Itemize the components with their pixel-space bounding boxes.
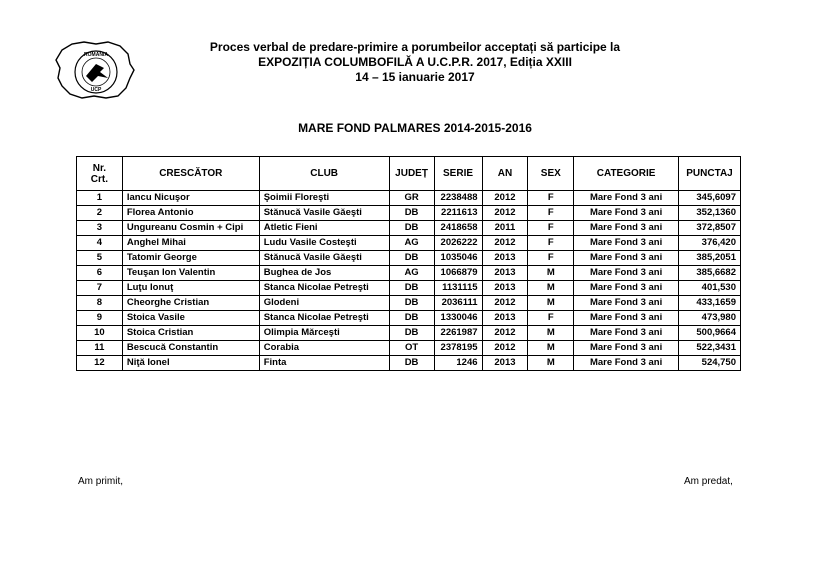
cell-categorie: Mare Fond 3 ani xyxy=(574,251,679,266)
cell-serie: 1131115 xyxy=(434,281,482,296)
cell-judet: AG xyxy=(389,236,434,251)
cell-categorie: Mare Fond 3 ani xyxy=(574,311,679,326)
cell-nr: 11 xyxy=(77,341,123,356)
handed-signature-label: Am predat, xyxy=(684,476,733,487)
cell-judet: DB xyxy=(389,296,434,311)
cell-judet: DB xyxy=(389,281,434,296)
header-club: CLUB xyxy=(259,157,389,191)
cell-club: Stănucă Vasile Găeşti xyxy=(259,251,389,266)
cell-crescator: Niţă Ionel xyxy=(122,356,259,371)
header-line-3: 14 – 15 ianuarie 2017 xyxy=(355,70,475,84)
cell-sex: F xyxy=(528,221,574,236)
header-line-2: EXPOZIȚIA COLUMBOFILĂ A U.C.P.R. 2017, Ediția XXIII xyxy=(258,55,572,69)
cell-categorie: Mare Fond 3 ani xyxy=(574,356,679,371)
cell-nr: 6 xyxy=(77,266,123,281)
cell-club: Stanca Nicolae Petreşti xyxy=(259,311,389,326)
cell-crescator: Anghel Mihai xyxy=(122,236,259,251)
cell-sex: F xyxy=(528,236,574,251)
table-row xyxy=(77,221,741,236)
cell-club: Finta xyxy=(259,356,389,371)
cell-punctaj: 352,1360 xyxy=(679,206,741,221)
cell-an: 2012 xyxy=(482,191,528,206)
table-row xyxy=(77,356,741,371)
cell-crescator: Teuşan Ion Valentin xyxy=(122,266,259,281)
cell-judet: DB xyxy=(389,251,434,266)
table-row xyxy=(77,251,741,266)
logo-top-text: ROMÂNIA xyxy=(84,52,108,58)
pigeon-icon xyxy=(86,64,108,82)
header-an: AN xyxy=(482,157,528,191)
cell-categorie: Mare Fond 3 ani xyxy=(574,206,679,221)
cell-judet: DB xyxy=(389,221,434,236)
cell-serie: 1330046 xyxy=(434,311,482,326)
cell-judet: DB xyxy=(389,326,434,341)
cell-sex: M xyxy=(528,326,574,341)
table-row xyxy=(77,281,741,296)
cell-serie: 2238488 xyxy=(434,191,482,206)
header-judet: JUDEȚ xyxy=(389,157,434,191)
cell-an: 2012 xyxy=(482,206,528,221)
cell-crescator: Florea Antonio xyxy=(122,206,259,221)
cell-serie: 1035046 xyxy=(434,251,482,266)
cell-club: Bughea de Jos xyxy=(259,266,389,281)
cell-sex: F xyxy=(528,251,574,266)
cell-serie: 2418658 xyxy=(434,221,482,236)
cell-nr: 9 xyxy=(77,311,123,326)
table-body xyxy=(77,191,741,371)
cell-judet: GR xyxy=(389,191,434,206)
cell-serie: 2211613 xyxy=(434,206,482,221)
logo-bottom-text: UCP xyxy=(90,87,102,93)
cell-club: Ludu Vasile Costeşti xyxy=(259,236,389,251)
table-row xyxy=(77,326,741,341)
cell-crescator: Tatomir George xyxy=(122,251,259,266)
cell-nr: 5 xyxy=(77,251,123,266)
results-table xyxy=(76,156,741,371)
cell-club: Olimpia Mărceşti xyxy=(259,326,389,341)
cell-nr: 10 xyxy=(77,326,123,341)
cell-categorie: Mare Fond 3 ani xyxy=(574,326,679,341)
cell-serie: 2036111 xyxy=(434,296,482,311)
cell-categorie: Mare Fond 3 ani xyxy=(574,296,679,311)
cell-crescator: Iancu Nicuşor xyxy=(122,191,259,206)
table-row xyxy=(77,236,741,251)
cell-nr: 3 xyxy=(77,221,123,236)
cell-crescator: Ungureanu Cosmin + Cipi xyxy=(122,221,259,236)
cell-an: 2013 xyxy=(482,266,528,281)
cell-serie: 1066879 xyxy=(434,266,482,281)
cell-categorie: Mare Fond 3 ani xyxy=(574,281,679,296)
cell-an: 2012 xyxy=(482,296,528,311)
cell-punctaj: 401,530 xyxy=(679,281,741,296)
cell-nr: 8 xyxy=(77,296,123,311)
cell-punctaj: 385,6682 xyxy=(679,266,741,281)
cell-crescator: Cheorghe Cristian xyxy=(122,296,259,311)
cell-club: Glodeni xyxy=(259,296,389,311)
cell-nr: 2 xyxy=(77,206,123,221)
cell-sex: F xyxy=(528,206,574,221)
table-row xyxy=(77,206,741,221)
table-header-row xyxy=(77,157,741,191)
cell-judet: DB xyxy=(389,356,434,371)
document-header xyxy=(150,40,680,85)
table-row xyxy=(77,341,741,356)
header-categorie: CATEGORIE xyxy=(574,157,679,191)
received-signature-label: Am primit, xyxy=(78,476,123,487)
table-row xyxy=(77,266,741,281)
cell-crescator: Stoica Vasile xyxy=(122,311,259,326)
cell-judet: DB xyxy=(389,206,434,221)
cell-judet: DB xyxy=(389,311,434,326)
cell-club: Atletic Fieni xyxy=(259,221,389,236)
cell-sex: M xyxy=(528,341,574,356)
cell-punctaj: 524,750 xyxy=(679,356,741,371)
header-crescator: CRESCĂTOR xyxy=(122,157,259,191)
cell-an: 2013 xyxy=(482,251,528,266)
cell-sex: M xyxy=(528,281,574,296)
cell-an: 2013 xyxy=(482,356,528,371)
cell-categorie: Mare Fond 3 ani xyxy=(574,341,679,356)
cell-sex: M xyxy=(528,266,574,281)
cell-serie: 1246 xyxy=(434,356,482,371)
cell-crescator: Bescucă Constantin xyxy=(122,341,259,356)
cell-punctaj: 473,980 xyxy=(679,311,741,326)
cell-sex: M xyxy=(528,296,574,311)
cell-sex: M xyxy=(528,356,574,371)
cell-club: Stănucă Vasile Găeşti xyxy=(259,206,389,221)
table-row xyxy=(77,296,741,311)
cell-nr: 7 xyxy=(77,281,123,296)
header-sex: SEX xyxy=(528,157,574,191)
cell-punctaj: 433,1659 xyxy=(679,296,741,311)
ucpr-logo xyxy=(50,38,138,104)
cell-an: 2012 xyxy=(482,326,528,341)
cell-sex: F xyxy=(528,311,574,326)
cell-crescator: Stoica Cristian xyxy=(122,326,259,341)
cell-serie: 2378195 xyxy=(434,341,482,356)
cell-an: 2012 xyxy=(482,236,528,251)
cell-punctaj: 385,2051 xyxy=(679,251,741,266)
table-row xyxy=(77,311,741,326)
cell-serie: 2026222 xyxy=(434,236,482,251)
cell-club: Şoimii Floreşti xyxy=(259,191,389,206)
header-punctaj: PUNCTAJ xyxy=(679,157,741,191)
cell-nr: 1 xyxy=(77,191,123,206)
cell-crescator: Luţu Ionuţ xyxy=(122,281,259,296)
cell-sex: F xyxy=(528,191,574,206)
cell-an: 2012 xyxy=(482,341,528,356)
cell-punctaj: 372,8507 xyxy=(679,221,741,236)
cell-nr: 12 xyxy=(77,356,123,371)
cell-an: 2011 xyxy=(482,221,528,236)
cell-nr: 4 xyxy=(77,236,123,251)
cell-an: 2013 xyxy=(482,281,528,296)
cell-punctaj: 522,3431 xyxy=(679,341,741,356)
header-line-1: Proces verbal de predare-primire a porumbeilor acceptați să participe la xyxy=(209,40,621,54)
cell-judet: OT xyxy=(389,341,434,356)
cell-categorie: Mare Fond 3 ani xyxy=(574,221,679,236)
header-nr: Nr. Crt. xyxy=(77,157,123,191)
cell-club: Corabia xyxy=(259,341,389,356)
header-serie: SERIE xyxy=(434,157,482,191)
table-row xyxy=(77,191,741,206)
cell-categorie: Mare Fond 3 ani xyxy=(574,236,679,251)
cell-an: 2013 xyxy=(482,311,528,326)
cell-serie: 2261987 xyxy=(434,326,482,341)
cell-club: Stanca Nicolae Petreşti xyxy=(259,281,389,296)
cell-categorie: Mare Fond 3 ani xyxy=(574,266,679,281)
cell-punctaj: 500,9664 xyxy=(679,326,741,341)
cell-judet: AG xyxy=(389,266,434,281)
cell-punctaj: 376,420 xyxy=(679,236,741,251)
cell-punctaj: 345,6097 xyxy=(679,191,741,206)
cell-categorie: Mare Fond 3 ani xyxy=(574,191,679,206)
section-title: MARE FOND PALMARES 2014-2015-2016 xyxy=(298,121,532,135)
